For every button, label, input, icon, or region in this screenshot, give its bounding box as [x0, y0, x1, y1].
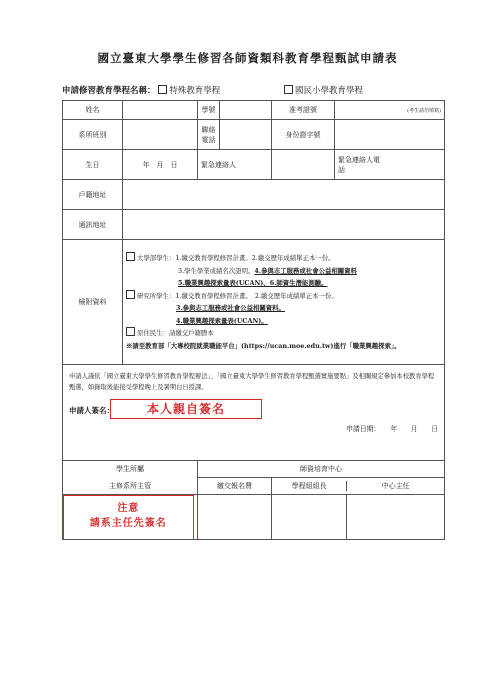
center-sign-cells — [272, 495, 445, 540]
grad-items: 研究所學生：1.繳交教育學程修習計畫。 2.繳交歷年成績單正本一份。 — [137, 291, 338, 300]
birthday-field[interactable]: 年 月 日 — [123, 150, 198, 180]
name-field[interactable] — [123, 101, 198, 120]
director-sign-cell[interactable] — [347, 495, 444, 539]
dept-head-sign-cell[interactable] — [63, 495, 198, 540]
application-table — [62, 100, 445, 540]
signature-row — [63, 399, 444, 419]
checkbox-icon[interactable] — [126, 327, 135, 336]
emergency-phone-label: 緊急連絡人電 話 — [335, 150, 445, 180]
dept-head-notice: 注意 請系主任先簽名 — [63, 495, 194, 540]
checkbox-icon[interactable] — [126, 290, 135, 299]
dept-label: 系所班別 — [63, 120, 123, 150]
id-no-field[interactable] — [335, 120, 445, 150]
group-leader-sign-cell[interactable] — [272, 495, 347, 539]
phone-label: 聯絡 電話 — [198, 120, 220, 150]
fee-label: 繳交報名費 — [198, 478, 272, 495]
signature-label: 申請人簽名： — [69, 406, 114, 415]
checkbox-icon[interactable] — [284, 85, 293, 94]
exam-no-field — [335, 101, 445, 120]
center-sub-labels — [272, 478, 445, 495]
exam-no-label: 准考證號 — [272, 101, 335, 120]
undergrad-item-4: 4.參與志工服務或社會公益相關資料 — [254, 266, 357, 275]
signature-field[interactable]: 本人親自簽名 — [110, 399, 262, 419]
phone-field[interactable] — [220, 120, 272, 150]
undergrad-items: 大學部學生：1.繳交教育學程修習計畫。2.繳交歷年成績單正本一份。 — [137, 254, 335, 262]
id-no-label: 身份證字號 — [272, 120, 335, 150]
birthday-label: 生日 — [63, 150, 123, 180]
program-option-elementary[interactable]: 國民小學教育學程 — [284, 84, 363, 96]
director-label: 中心主任 — [381, 482, 410, 490]
ucan-note: ※請至教育部「大專校院就業職能平台」(https://ucan.moe.edu.tw)進行「職業興趣探索」。 — [126, 341, 401, 350]
undergrad-item-3: 3.學生學業成績名次證明。 — [178, 266, 255, 275]
mailing-address-label: 通訊地址 — [63, 210, 123, 240]
emergency-contact-field[interactable] — [272, 150, 335, 180]
declaration-text: 申請人謹依「國立臺東大學學生修習教育學程辦法」、「國立臺東大學學生修習教育學程甄選實施要點」及相關規定參加本校教育學程甄選，如錄取後能接受學程晚上及暑期白日授課。 — [69, 373, 435, 391]
name-label: 姓名 — [63, 101, 123, 120]
declaration-cell — [63, 365, 445, 461]
attachments-list — [123, 240, 445, 365]
program-label: 申請修習教育學程名稱： — [62, 86, 156, 96]
application-date: 申請日期： 年 月 日 — [346, 425, 438, 433]
registered-address-label: 戶籍地址 — [63, 180, 123, 210]
checkbox-icon[interactable] — [126, 252, 135, 261]
checkbox-icon[interactable] — [158, 85, 167, 94]
registered-address-field[interactable] — [123, 180, 445, 210]
dept-field[interactable] — [123, 120, 198, 150]
indigenous-items: 原住民生：請繳交戶籍謄本 — [137, 329, 214, 337]
undergrad-item-5-6: 5.職業興趣探索量表(UCAN)、6.師資生潛能測驗。 — [178, 279, 328, 287]
student-id-field[interactable] — [220, 101, 272, 120]
group-leader-label: 學程組組長 — [272, 481, 347, 491]
grad-item-4: 4.職業興趣探索量表(UCAN)。 — [176, 316, 268, 325]
mailing-address-field[interactable] — [123, 210, 445, 240]
grad-item-3: 3.參與志工服務或社會公益相關資料。 — [176, 304, 285, 312]
student-id-label: 學號 — [198, 101, 220, 120]
exam-note: (考生請勿填寫) — [407, 108, 441, 114]
program-selection — [62, 84, 442, 96]
program-option-special[interactable]: 特殊教育學程 — [158, 86, 220, 96]
attachments-label: 檢附資料 — [63, 240, 123, 365]
teacher-center-label: 師資培育中心 — [198, 461, 445, 478]
dept-head-label-2: 主修系所主管 — [63, 478, 198, 495]
fee-sign-cell[interactable] — [198, 495, 272, 540]
dept-head-label-1: 學生所屬 — [63, 461, 198, 478]
form-title: 國立臺東大學學生修習各師資類科教育學程甄試申請表 — [97, 51, 398, 65]
emergency-contact-label: 緊急連絡人 — [198, 150, 272, 180]
